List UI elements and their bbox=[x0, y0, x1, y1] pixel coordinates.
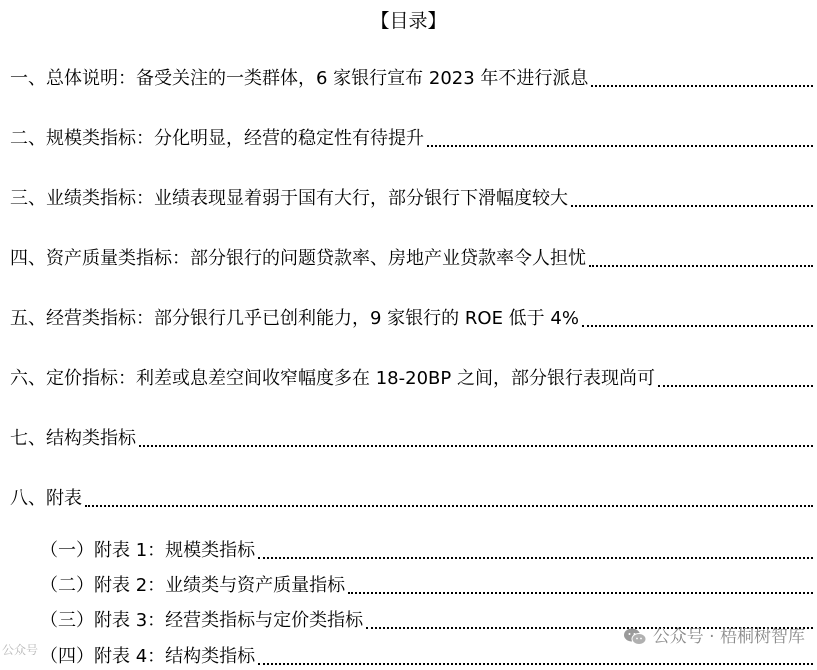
toc-subentry-text: （三）附表 3：经营类指标与定价类指标 bbox=[40, 610, 364, 631]
toc-entry[interactable] bbox=[10, 186, 813, 212]
dot-leader bbox=[582, 325, 813, 327]
watermark-left: 公众号 bbox=[2, 643, 39, 657]
dot-leader bbox=[591, 85, 813, 87]
toc-subentry[interactable] bbox=[40, 573, 813, 599]
dot-leader bbox=[348, 592, 813, 594]
toc-entry-text: 七、结构类指标 bbox=[10, 428, 136, 449]
toc-subentry-text: （二）附表 2：业绩类与资产质量指标 bbox=[40, 575, 346, 596]
toc-heading: 【目录】 bbox=[370, 10, 447, 32]
toc-entry[interactable] bbox=[10, 426, 813, 452]
watermark bbox=[623, 624, 805, 650]
dot-leader bbox=[85, 505, 813, 507]
dot-leader bbox=[258, 557, 813, 559]
toc-subentry[interactable] bbox=[40, 538, 813, 564]
dot-leader bbox=[258, 663, 813, 665]
toc-entry-text: 五、经营类指标：部分银行几乎已创利能力，9 家银行的 ROE 低于 4% bbox=[10, 308, 579, 329]
toc-subentry-text: （一）附表 1：规模类指标 bbox=[40, 540, 256, 561]
dot-leader bbox=[427, 145, 813, 147]
toc-entry[interactable] bbox=[10, 246, 813, 272]
watermark-text: 公众号 · 梧桐树智库 bbox=[652, 627, 805, 647]
toc-subentry-text: （四）附表 4：结构类指标 bbox=[40, 646, 256, 667]
toc-entry[interactable] bbox=[10, 66, 813, 92]
dot-leader bbox=[571, 205, 813, 207]
toc-entry[interactable] bbox=[10, 126, 813, 152]
toc-entry-text: 三、业绩类指标：业绩表现显着弱于国有大行，部分银行下滑幅度较大 bbox=[10, 188, 568, 209]
dot-leader bbox=[658, 385, 813, 387]
toc-entry-text: 一、总体说明：备受关注的一类群体，6 家银行宣布 2023 年不进行派息 bbox=[10, 68, 589, 89]
toc-entry-text: 六、定价指标：利差或息差空间收窄幅度多在 18-20BP 之间，部分银行表现尚可 bbox=[10, 368, 655, 389]
toc-entry-text: 八、附表 bbox=[10, 488, 82, 509]
toc-entry[interactable] bbox=[10, 306, 813, 332]
wechat-icon bbox=[623, 627, 647, 647]
toc-entry[interactable] bbox=[10, 486, 813, 512]
toc-entry-text: 四、资产质量类指标：部分银行的问题贷款率、房地产业贷款率令人担忧 bbox=[10, 248, 586, 269]
dot-leader bbox=[139, 445, 813, 447]
dot-leader bbox=[589, 265, 813, 267]
toc-entry[interactable] bbox=[10, 366, 813, 392]
toc-entry-text: 二、规模类指标：分化明显，经营的稳定性有待提升 bbox=[10, 128, 424, 149]
